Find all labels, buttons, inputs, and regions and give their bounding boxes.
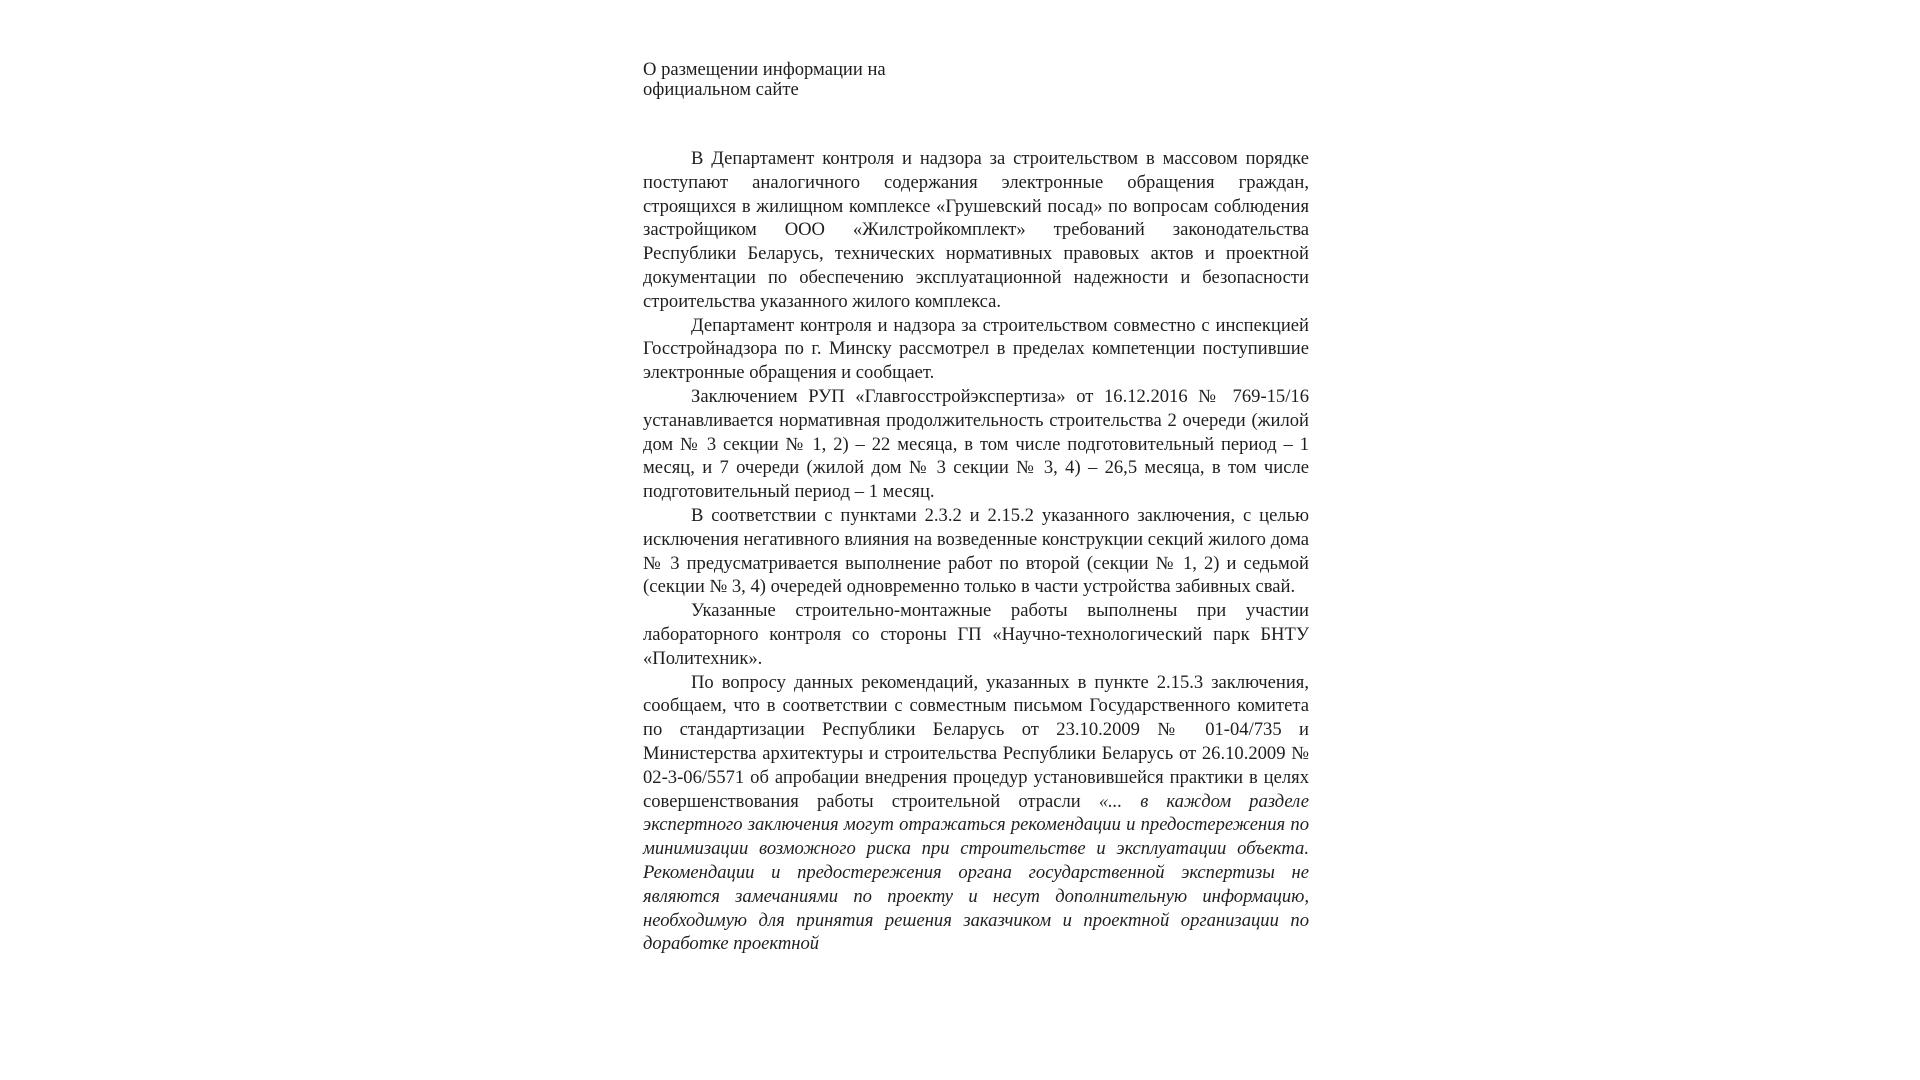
letter-subject: О размещении информации на официальном сайте xyxy=(643,59,886,100)
letter-body xyxy=(643,60,1309,956)
paragraph-6 xyxy=(643,671,1309,957)
paragraph-6-quote: «... в каждом разделе экспертного заключения могут отражаться рекомендации и предостережения по минимизации возможного риска при строительстве и эксплуатации объекта. Рекомендации и предостережения органа государственной экспертизы не являются замечаниями по проекту и несут дополнительную информацию, необходимую для принятия решения заказчиком и проектной организации по доработке проектной xyxy=(643,790,1310,955)
paragraph-3-text: Заключением РУП «Главгосстройэкспертиза» от 16.12.2016 № 769-15/16 устанавливается нормативная продолжительность строительства 2 очереди (жилой дом № 3 секции № 1, 2) – 22 месяца, в том числе подготовительный период – 1 месяц, и 7 очереди (жилой дом № 3 секции № 3, 4) – 26,5 месяца, в том числе подготовительный период – 1 месяц. xyxy=(643,385,1309,503)
paragraph-4 xyxy=(643,504,1309,599)
paragraph-5-text: Указанные строительно-монтажные работы выполнены при участии лабораторного контроля со стороны ГП «Научно-технологический парк БНТУ «Политехник». xyxy=(643,600,1309,669)
paragraph-2 xyxy=(643,314,1309,385)
paragraph-1 xyxy=(643,147,1309,314)
paragraph-4-text: В соответствии с пунктами 2.3.2 и 2.15.2 указанного заключения, с целью исключения негативного влияния на возведенные конструкции секций жилого дома № 3 предусматривается выполнение работ по второй (секции № 1, 2) и седьмой (секции № 3, 4) очередей одновременно только в части устройства забивных свай. xyxy=(643,504,1309,598)
paragraph-6-text: По вопросу данных рекомендаций, указанных в пункте 2.15.3 заключения, сообщаем, что в соответствии с совместным письмом Государственного комитета по стандартизации Республики Беларусь от 23.10.2009 № 01-04/735 и Министерства архитектуры и строительства Республики Беларусь от 26.10.2009 № 02-3-06/5571 об апробации внедрения процедур установившейся практики в целях совершенствования работы строительной отрасли xyxy=(643,671,1309,812)
letter-text xyxy=(643,147,1309,956)
paragraph-2-text: Департамент контроля и надзора за строительством совместно с инспекцией Госстройнадзора по г. Минску рассмотрел в пределах компетенции поступившие электронные обращения и сообщает. xyxy=(643,314,1309,384)
paragraph-5 xyxy=(643,599,1309,670)
paragraph-1-text: В Департамент контроля и надзора за строительством в массовом порядке поступают аналогичного содержания электронные обращения граждан, строящихся в жилищном комплексе «Грушевский посад» по вопросам соблюдения застройщиком ООО «Жилстройкомплект» требований законодательства Республики Беларусь, технических нормативных правовых актов и проектной документации по обеспечению эксплуатационной надежности и безопасности строительства указанного жилого комплекса. xyxy=(643,148,1309,312)
paragraph-3 xyxy=(643,385,1309,504)
